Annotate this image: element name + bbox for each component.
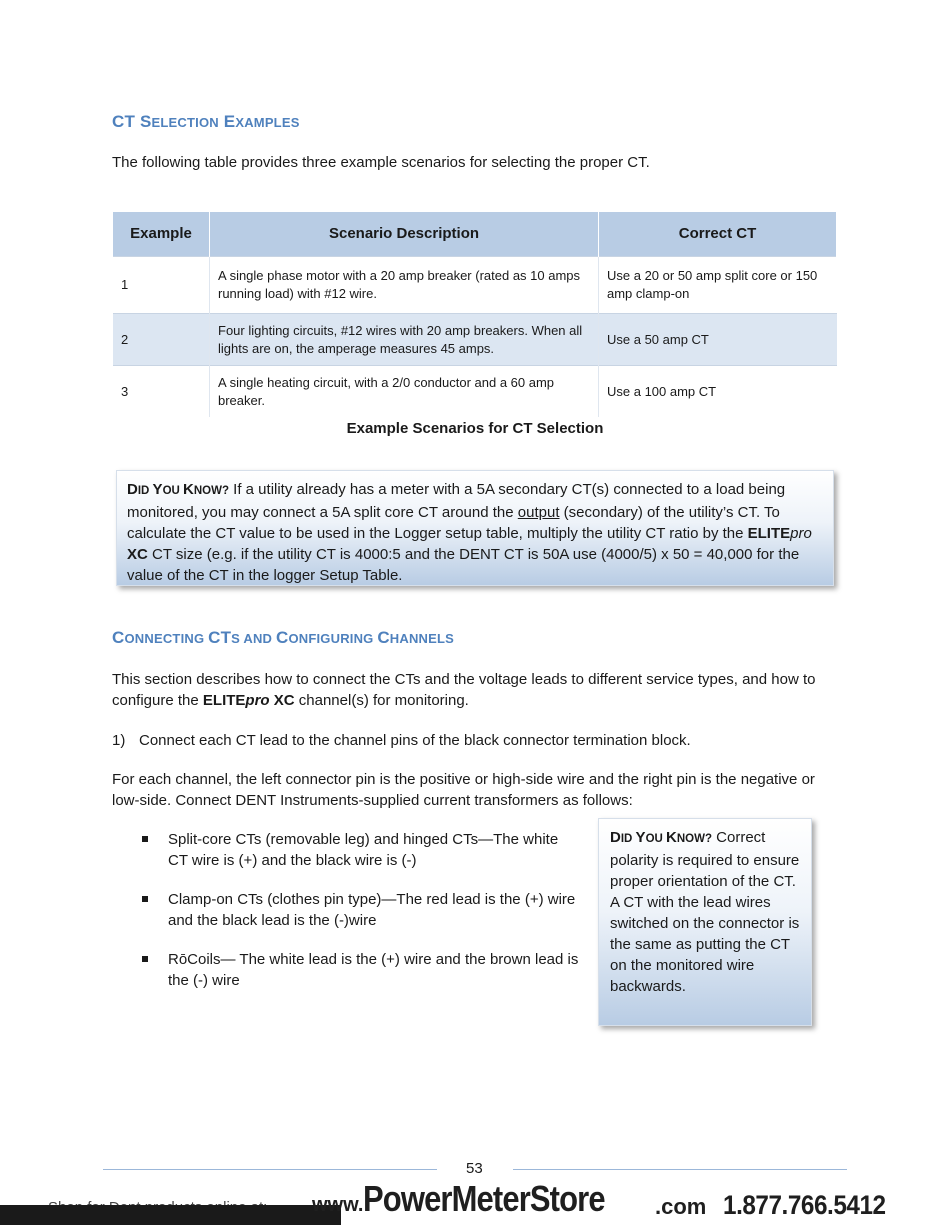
header-correct-ct: Correct CT <box>599 212 837 257</box>
polarity-paragraph: For each channel, the left connector pin is the positive or high-side wire and the right pin is the negative or low-side. Connect DENT Instruments-supplied current transformers as follows: <box>112 771 815 809</box>
product-suffix: XC <box>127 546 148 563</box>
callout-text: If a utility already has a meter with a 5A secondary CT(s) connected to a load being monitored, you may connect a 5A split core CT around the <box>127 481 786 521</box>
did-you-know-label: DID YOU KNOW? <box>610 829 712 846</box>
table-row <box>113 257 837 314</box>
bullet-square-icon <box>142 896 148 902</box>
cell-correct-ct: Use a 50 amp CT <box>599 314 837 366</box>
bullet-square-icon <box>142 956 148 962</box>
powermeterstore-link[interactable] <box>312 1178 645 1220</box>
cell-example: 1 <box>113 257 210 314</box>
step-number: 1) <box>112 732 126 749</box>
cell-scenario: A single phase motor with a 20 amp breaker (rated as 10 amps running load) with #12 wire. <box>210 257 599 314</box>
did-you-know-polarity-callout <box>598 818 812 1026</box>
section-heading-connecting-cts: CONNECTING CTS AND CONFIGURING CHANNELS <box>112 628 455 647</box>
ct-wire-list <box>142 829 582 1009</box>
bullet-square-icon <box>142 836 148 842</box>
step-text: Connect each CT lead to the channel pins of the black connector termination block. <box>139 732 691 749</box>
cell-scenario: A single heating circuit, with a 2/0 conductor and a 60 amp breaker. <box>210 366 599 418</box>
product-name: ELITE <box>747 525 791 542</box>
cell-example: 2 <box>113 314 210 366</box>
list-item: RōCoils— The white lead is the (+) wire and the brown lead is the (-) wire <box>142 949 582 991</box>
cell-scenario: Four lighting circuits, #12 wires with 20 amp breakers. When all lights are on, the amperage measures 45 amps. <box>210 314 599 366</box>
cell-example: 3 <box>113 366 210 418</box>
footer-black-bar <box>0 1205 341 1225</box>
cell-correct-ct: Use a 20 or 50 amp split core or 150 amp clamp-on <box>599 257 837 314</box>
footer-rule-left <box>103 1169 437 1170</box>
footer-rule-right <box>513 1169 847 1170</box>
callout-text: CT size (e.g. if the utility CT is 4000:5 and the DENT CT is 50A use (4000/5) x 50 = 40,000 for the value of the CT in the logger Setup Table. <box>127 546 800 584</box>
ct-selection-table <box>113 212 837 417</box>
section-intro-paragraph: This section describes how to connect the CTs and the voltage leads to different service types, and how to configure the ELITEpro XC channel(s) for monitoring. <box>112 671 816 709</box>
table-caption: Example Scenarios for CT Selection <box>346 420 604 437</box>
step-1 <box>112 730 691 751</box>
callout-text: (secondary) of the utility’s CT. To calculate the CT value to be used in the Logger setup table, multiply the utility CT ratio by the <box>127 504 780 542</box>
table-row <box>113 314 837 366</box>
site-www: www. <box>312 1194 364 1216</box>
product-name-italic: pro <box>790 525 812 542</box>
header-scenario: Scenario Description <box>210 212 599 257</box>
list-item: Split-core CTs (removable leg) and hinged CTs—The white CT wire is (+) and the black wire is (-) <box>142 829 582 871</box>
list-item: Clamp-on CTs (clothes pin type)—The red lead is the (+) wire and the black lead is the (-)wire <box>142 889 582 931</box>
phone-number: 1.877.766.5412 <box>723 1190 886 1220</box>
site-tld: .com <box>655 1194 707 1219</box>
intro-paragraph: The following table provides three example scenarios for selecting the proper CT. <box>112 154 650 171</box>
callout-underlined-word: output <box>517 504 560 521</box>
did-you-know-label: DID YOU KNOW? <box>127 481 229 498</box>
cell-correct-ct: Use a 100 amp CT <box>599 366 837 418</box>
table-row <box>113 366 837 418</box>
callout-text: Correct polarity is required to ensure proper orientation of the CT. A CT with the lead wires switched on the connector is the same as putting the CT on the monitored wire backwards. <box>610 829 800 995</box>
page-number: 53 <box>466 1160 483 1177</box>
header-example: Example <box>113 212 210 257</box>
site-name: PowerMeterStore <box>363 1178 606 1219</box>
table-header-row <box>113 212 837 257</box>
section-heading-ct-selection: CT SELECTION EXAMPLES <box>112 112 300 131</box>
did-you-know-callout <box>116 470 834 586</box>
